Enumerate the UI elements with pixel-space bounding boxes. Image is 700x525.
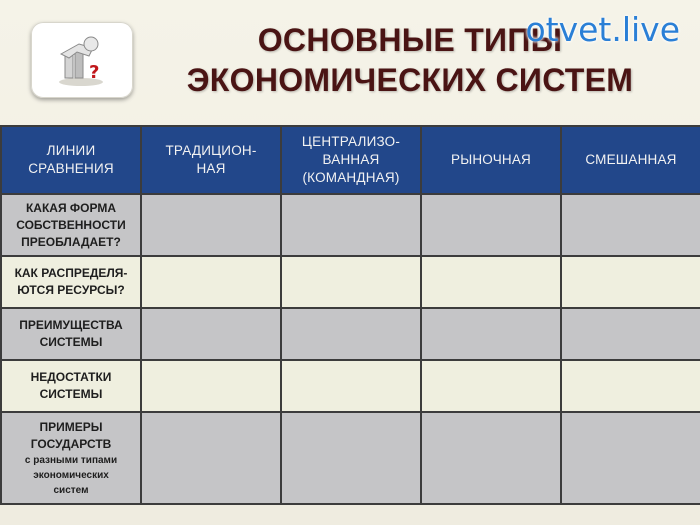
table-cell[interactable] bbox=[141, 194, 281, 256]
title-line-1: ОСНОВНЫЕ ТИПЫ bbox=[257, 22, 563, 58]
row-label-examples: ПРИМЕРЫ ГОСУДАРСТВ с разными типами экономических систем bbox=[1, 412, 141, 504]
table-cell[interactable] bbox=[281, 194, 421, 256]
table-cell[interactable] bbox=[141, 360, 281, 412]
logo-badge bbox=[31, 22, 133, 98]
header-market: РЫНОЧНАЯ bbox=[421, 126, 561, 194]
row-label-resources: КАК РАСПРЕДЕЛЯ- ЮТСЯ РЕСУРСЫ? bbox=[1, 256, 141, 308]
header-traditional: ТРАДИЦИОН- НАЯ bbox=[141, 126, 281, 194]
table-row bbox=[1, 308, 700, 360]
table-row bbox=[1, 412, 700, 504]
table-row bbox=[1, 360, 700, 412]
title-line-2: ЭКОНОМИЧЕСКИХ СИСТЕМ bbox=[186, 62, 634, 98]
table-cell[interactable] bbox=[281, 360, 421, 412]
table-cell[interactable] bbox=[561, 360, 700, 412]
table-row bbox=[1, 194, 700, 256]
header-comparison-lines: ЛИНИИ СРАВНЕНИЯ bbox=[1, 126, 141, 194]
table-cell[interactable] bbox=[561, 308, 700, 360]
row-label-advantages: ПРЕИМУЩЕСТВА СИСТЕМЫ bbox=[1, 308, 141, 360]
table-cell[interactable] bbox=[281, 256, 421, 308]
table-cell[interactable] bbox=[281, 308, 421, 360]
comparison-table bbox=[0, 125, 700, 505]
table-cell[interactable] bbox=[141, 308, 281, 360]
table-cell[interactable] bbox=[141, 256, 281, 308]
table-cell[interactable] bbox=[561, 256, 700, 308]
question-person-icon bbox=[31, 22, 133, 98]
table-cell[interactable] bbox=[421, 308, 561, 360]
watermark: otvet.live bbox=[525, 10, 680, 49]
table-cell[interactable] bbox=[421, 412, 561, 504]
table-cell[interactable] bbox=[421, 360, 561, 412]
table-cell[interactable] bbox=[561, 194, 700, 256]
table-cell[interactable] bbox=[141, 412, 281, 504]
table-row bbox=[1, 256, 700, 308]
table-cell[interactable] bbox=[561, 412, 700, 504]
row-label-ownership: КАКАЯ ФОРМА СОБСТВЕННОСТИ ПРЕОБЛАДАЕТ? bbox=[1, 194, 141, 256]
table-cell[interactable] bbox=[421, 194, 561, 256]
table-cell[interactable] bbox=[281, 412, 421, 504]
header-centralized: ЦЕНТРАЛИЗО- ВАННАЯ (КОМАНДНАЯ) bbox=[281, 126, 421, 194]
svg-text:?: ? bbox=[89, 62, 100, 83]
row-label-disadvantages: НЕДОСТАТКИ СИСТЕМЫ bbox=[1, 360, 141, 412]
header-mixed: СМЕШАННАЯ bbox=[561, 126, 700, 194]
table-cell[interactable] bbox=[421, 256, 561, 308]
table-header-row bbox=[1, 126, 700, 194]
